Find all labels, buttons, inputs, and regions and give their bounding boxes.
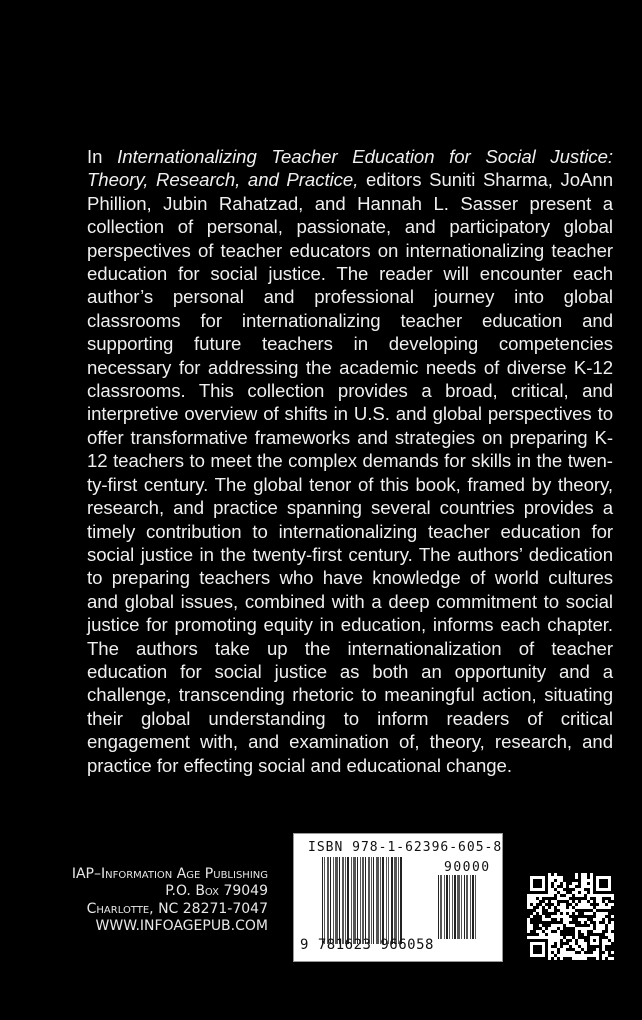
isbn-label: ISBN 978-1-62396-605-8 — [308, 840, 503, 855]
barcode-bars-addon — [438, 875, 492, 939]
book-title: Internationalizing Teacher Education for Social Justice: Theory, Research, and Practice, — [87, 146, 613, 191]
barcode-digits: 9 781623 966058 — [300, 937, 434, 953]
isbn-barcode — [293, 833, 503, 962]
blurb-body: editors Suniti Sharma, JoAnn Phillion, Jubin Rahatzad, and Hannah L. Sasser present a collection of personal, passionate, and participatory global perspectives of teacher educators on internationalizing teacher education for social justice. The reader will encounter each author’s personal and professional journey into global classrooms for internationalizing teacher education and supporting future teachers in developing competencies necessary for addressing the academic needs of diverse K-12 classrooms. This collection provides a broad, critical, and interpretive overview of shifts in U.S. and global perspectives to offer transformative frameworks and strategies on preparing K-12 teachers to meet the complex demands for skills in the twenty-first century. The global tenor of this book, framed by theory, research, and practice spanning several countries provides a timely contribution to internationalizing teacher education for social justice in the twenty-first century. The authors’ dedication to preparing teachers who have knowledge of world cultures and global issues, combined with a deep commitment to social justice for promoting equity in education, informs each chapter. The authors take up the internationalization of teacher education for social justice as both an opportunity and a challenge, transcending rhetoric to meaningful action, situating their global understanding to inform readers of critical engagement with, and examination of, theory, research, and practice for effecting social and educational change. — [87, 169, 614, 776]
publisher-po-box: P.O. Box 79049 — [165, 883, 268, 900]
barcode-bars-main — [322, 857, 430, 944]
publisher-name: IAP–Information Age Publishing — [71, 866, 268, 882]
price-addon-label: 90000 — [444, 860, 491, 875]
publisher-city: Charlotte, NC 28271-7047 — [86, 900, 268, 917]
publisher-website: WWW.INFOAGEPUB.COM — [95, 917, 268, 934]
publisher-info — [72, 866, 268, 935]
qr-code-icon — [527, 873, 614, 960]
back-cover-blurb — [87, 145, 613, 777]
blurb-lead: In — [87, 146, 118, 167]
